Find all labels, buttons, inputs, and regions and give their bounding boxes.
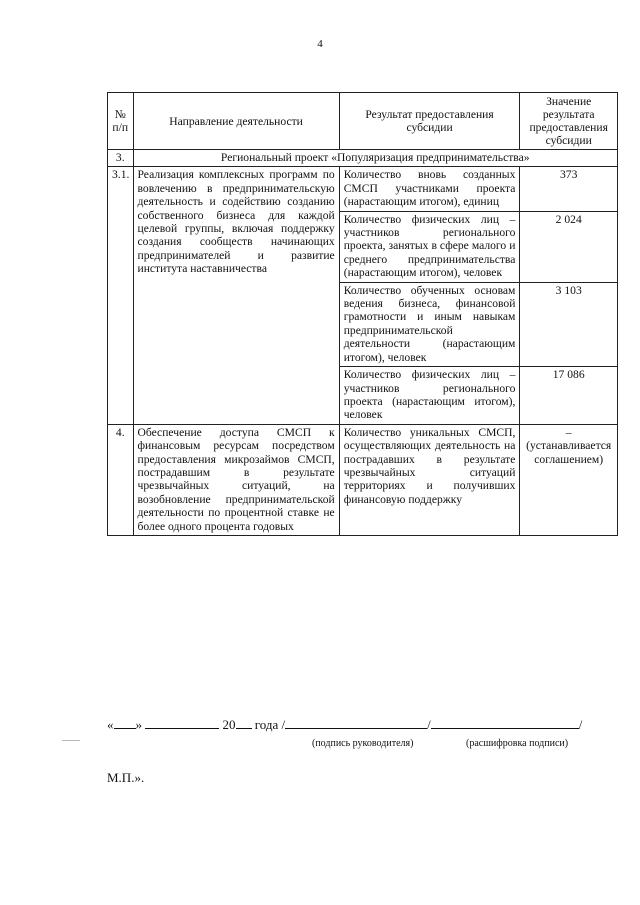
header-result: Результат предоставления субсидии	[339, 93, 520, 150]
stamp-placeholder: М.П.».	[107, 770, 145, 785]
result-text: Количество уникальных СМСП, осуществляющих деятельность на пострадавших в результате чрезвычайных ситуаций территориях и получивших финансовую поддержку	[339, 424, 520, 535]
subsidy-results-table	[107, 92, 618, 536]
page-number: 4	[317, 38, 323, 50]
signature-line	[107, 716, 622, 733]
result-text: Количество физических лиц – участников регионального проекта (нарастающим итогом), человек	[339, 367, 520, 425]
open-quote: «	[107, 717, 114, 732]
result-value: 2 024	[520, 211, 618, 282]
result-text: Количество физических лиц – участников регионального проекта, занятых в сфере малого и среднего предпринимательства (нарастающим итогом), человек	[339, 211, 520, 282]
row-num: 4.	[108, 424, 134, 535]
row-num: 3.1.	[108, 167, 134, 424]
result-value: 17 086	[520, 367, 618, 425]
table-row	[108, 424, 618, 535]
result-value: 373	[520, 167, 618, 211]
result-text: Количество обученных основам ведения бизнеса, финансовой грамотности и иным навыкам предпринимательской деятельности (нарастающим итогом), человек	[339, 282, 520, 366]
day-blank	[114, 716, 136, 729]
year-prefix: 20	[222, 717, 236, 732]
result-text: Количество вновь созданных СМСП участниками проекта (нарастающим итогом), единиц	[339, 167, 520, 211]
caption-decoding: (расшифровка подписи)	[466, 738, 569, 749]
month-blank	[145, 716, 219, 729]
table-header-row	[108, 93, 618, 150]
section-title: Региональный проект «Популяризация предпринимательства»	[133, 150, 618, 167]
section-row	[108, 150, 618, 167]
value-note: (устанавливается соглашением)	[526, 439, 612, 466]
signature-blank	[285, 716, 427, 729]
result-value	[520, 424, 618, 535]
close-quote: »	[135, 717, 142, 732]
slash-mid: /	[427, 717, 431, 732]
year-suffix: года /	[254, 717, 286, 732]
decoding-blank	[431, 716, 579, 729]
result-value: 3 103	[520, 282, 618, 366]
section-num: 3.	[108, 150, 134, 167]
header-num: № п/п	[108, 93, 134, 150]
header-direction: Направление деятельности	[133, 93, 339, 150]
margin-mark	[62, 740, 80, 741]
row-direction: Реализация комплексных программ по вовлечению в предпринимательскую деятельность и содействию созданию собственного бизнеса для каждой целевой группы, включая поддержку создания сообществ начинающих предпринимателей и развитие института наставничества	[133, 167, 339, 424]
caption-signature: (подпись руководителя)	[312, 738, 414, 749]
header-value: Значение результата предоставления субсидии	[520, 93, 618, 150]
slash-end: /	[578, 717, 583, 732]
row-direction: Обеспечение доступа СМСП к финансовым ресурсам посредством предоставления микрозаймов СМСП, пострадавшим в результате чрезвычайных ситуаций, на возобновление предпринимательской деятельности по процентной ставке не более одного процента годовых	[133, 424, 339, 535]
table-row	[108, 167, 618, 211]
year-blank	[236, 716, 252, 729]
value-dash: –	[565, 425, 572, 439]
